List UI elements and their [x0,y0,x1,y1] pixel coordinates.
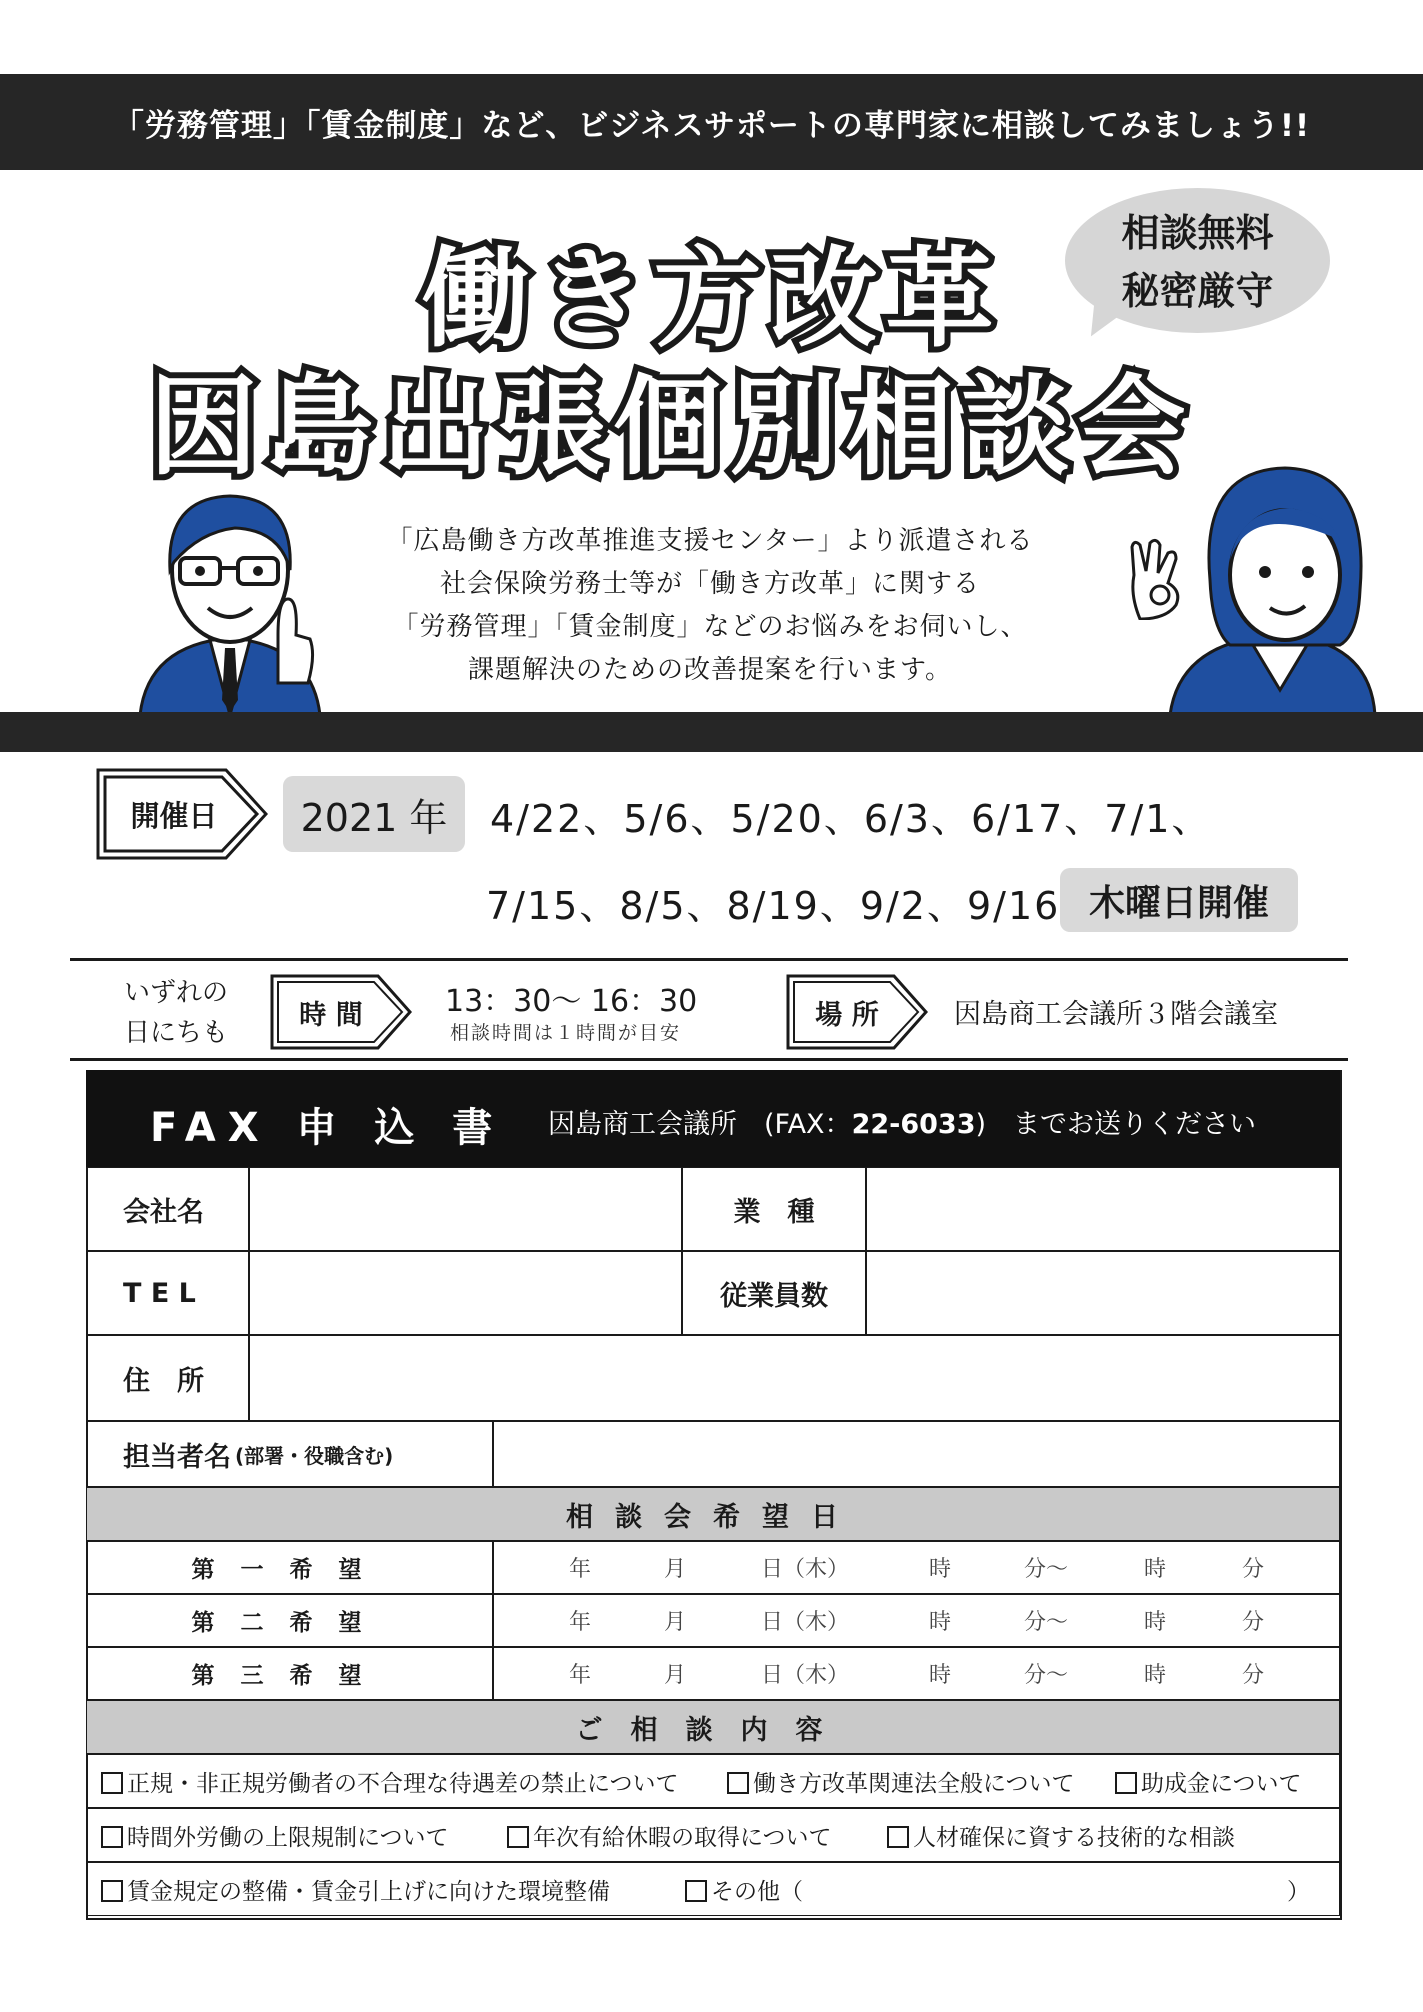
pref2-min-end: 分 [1242,1610,1265,1635]
ok-hand-icon [1120,535,1190,620]
address-field[interactable] [249,1335,1340,1421]
pref3-min-start: 分～ [1024,1663,1069,1688]
pref3-min-end: 分 [1242,1663,1265,1688]
preference-2-field[interactable] [493,1594,1340,1647]
fax-header [86,1070,1340,1167]
pref3-year: 年 [569,1663,592,1688]
fax-heading: FAX 申 込 書 [150,1105,505,1151]
schedule-label: 開催日 [130,798,218,833]
weekday-badge: 木曜日開催 [1060,868,1298,932]
preference-1-label: 第一希望 [86,1541,493,1594]
topic-paid-leave[interactable] [507,1819,832,1852]
topic-section-header: ご相談内容 [86,1700,1340,1754]
title-line-2: 因島出張個別相談会 [149,365,1194,490]
preference-2-label: 第二希望 [86,1594,493,1647]
tel-label: T E L [123,1277,196,1309]
place-label: 場 所 [815,999,879,1031]
topic-other[interactable] [685,1873,803,1906]
topic-recruitment[interactable] [887,1819,1235,1852]
pref1-hour-end: 時 [1144,1557,1167,1582]
topic-label: 人材確保に資する技術的な相談 [913,1824,1235,1851]
any-day-line-2: 日にちも [124,1018,229,1048]
industry-label-cell [682,1167,866,1251]
company-label: 会社名 [123,1196,204,1228]
pref2-hour-end: 時 [1144,1610,1167,1635]
fax-destination-suffix: ) までお送りください [975,1109,1257,1140]
checkbox-icon[interactable] [887,1826,909,1848]
topic-unfair-treatment[interactable] [101,1765,679,1798]
pref1-min-start: 分～ [1024,1557,1069,1582]
topic-label: 働き方改革関連法全般について [753,1770,1075,1797]
time-label: 時 間 [299,999,363,1031]
topic-label: 時間外労働の上限規制について [127,1824,449,1851]
pref3-month: 月 [664,1663,687,1688]
topic-row-2 [86,1808,1340,1862]
pref3-hour-end: 時 [1144,1663,1167,1688]
pref2-month: 月 [664,1610,687,1635]
topic-subsidies[interactable] [1115,1765,1302,1798]
contact-note: (部署・役職含む) [235,1443,394,1468]
top-banner [0,74,1423,170]
contact-field[interactable] [493,1421,1340,1487]
contact-label: 担当者名 [123,1441,231,1473]
preference-1-field[interactable] [493,1541,1340,1594]
schedule-dates-1: 4/22、5/6、5/20、6/3、6/17、7/1、 [490,797,1212,841]
intro-line-3: 「労務管理」「賃金制度」などのお悩みをお伺いし、 [392,612,1028,642]
bubble-confidential: 秘密厳守 [1121,269,1274,313]
time-value: 13：30～ 16：30 [445,984,698,1019]
info-top-rule [70,958,1348,961]
schedule-dates-2: 7/15、8/5、8/19、9/2、9/16 [486,884,1061,928]
topic-row-3 [86,1862,1340,1916]
topic-label: 助成金について [1141,1770,1302,1797]
tel-label-cell [86,1251,249,1335]
pref2-hour-start: 時 [929,1610,952,1635]
address-label: 住 所 [123,1365,204,1397]
tel-field[interactable] [249,1251,682,1335]
employees-label: 従業員数 [720,1280,828,1312]
fax-destination-prefix: 因島商工会議所 (FAX： [548,1109,852,1140]
employees-label-cell [682,1251,866,1335]
pref1-day: 日（木） [761,1557,850,1582]
company-field[interactable] [249,1167,682,1251]
contact-label-cell [86,1421,493,1487]
preference-3-field[interactable] [493,1647,1340,1700]
checkbox-icon[interactable] [101,1880,123,1902]
checkbox-icon[interactable] [507,1826,529,1848]
checkbox-icon[interactable] [727,1772,749,1794]
dark-divider-band [0,712,1423,752]
pref3-day: 日（木） [761,1663,850,1688]
intro-line-1: 「広島働き方改革推進支援センター」より派遣される [386,526,1034,556]
pref3-hour-start: 時 [929,1663,952,1688]
topic-other-close-paren: ） [1287,1878,1310,1905]
fax-number: 22-6033 [851,1109,976,1140]
time-note: 相談時間は１時間が目安 [450,1022,682,1044]
pref2-year: 年 [569,1610,592,1635]
topic-reform-laws[interactable] [727,1765,1075,1798]
topic-overtime-cap[interactable] [101,1819,449,1852]
intro-line-2: 社会保険労務士等が「働き方改革」に関する [439,569,980,599]
checkbox-icon[interactable] [685,1880,707,1902]
intro-line-4: 課題解決のための改善提案を行います。 [468,655,952,685]
address-label-cell [86,1335,249,1421]
checkbox-icon[interactable] [101,1772,123,1794]
title-line-1: 働き方改革 [421,237,1002,362]
pref2-day: 日（木） [761,1610,850,1635]
fax-destination [548,1102,1256,1141]
pref1-min-end: 分 [1242,1557,1265,1582]
pref1-year: 年 [569,1557,592,1582]
date-section-header: 相談会希望日 [86,1487,1340,1541]
pointing-hand-icon [258,595,318,685]
topic-label: 年次有給休暇の取得について [533,1824,832,1851]
employees-field[interactable] [866,1251,1340,1335]
any-day-line-1: いずれの [124,978,229,1008]
place-value: 因島商工会議所３階会議室 [954,999,1278,1030]
pref1-hour-start: 時 [929,1557,952,1582]
industry-label: 業 種 [733,1196,815,1228]
pref2-min-start: 分～ [1024,1610,1069,1635]
preference-3-label: 第三希望 [86,1647,493,1700]
topic-label: その他（ [711,1878,803,1905]
topic-label: 賃金規定の整備・賃金引上げに向けた環境整備 [127,1878,610,1905]
topic-label: 正規・非正規労働者の不合理な待遇差の禁止について [127,1770,679,1797]
checkbox-icon[interactable] [101,1826,123,1848]
topic-wage-rules[interactable] [101,1873,610,1906]
pref1-month: 月 [664,1557,687,1582]
banner-text: 「労務管理」「賃金制度」など、ビジネスサポートの専門家に相談してみましょう!! [112,107,1311,144]
checkbox-icon[interactable] [1115,1772,1137,1794]
industry-field[interactable] [866,1167,1340,1251]
company-label-cell [86,1167,249,1251]
info-bottom-rule [70,1058,1348,1061]
schedule-year: 2021 年 [283,776,465,852]
bubble-free: 相談無料 [1121,211,1274,255]
topic-row-1 [86,1754,1340,1808]
